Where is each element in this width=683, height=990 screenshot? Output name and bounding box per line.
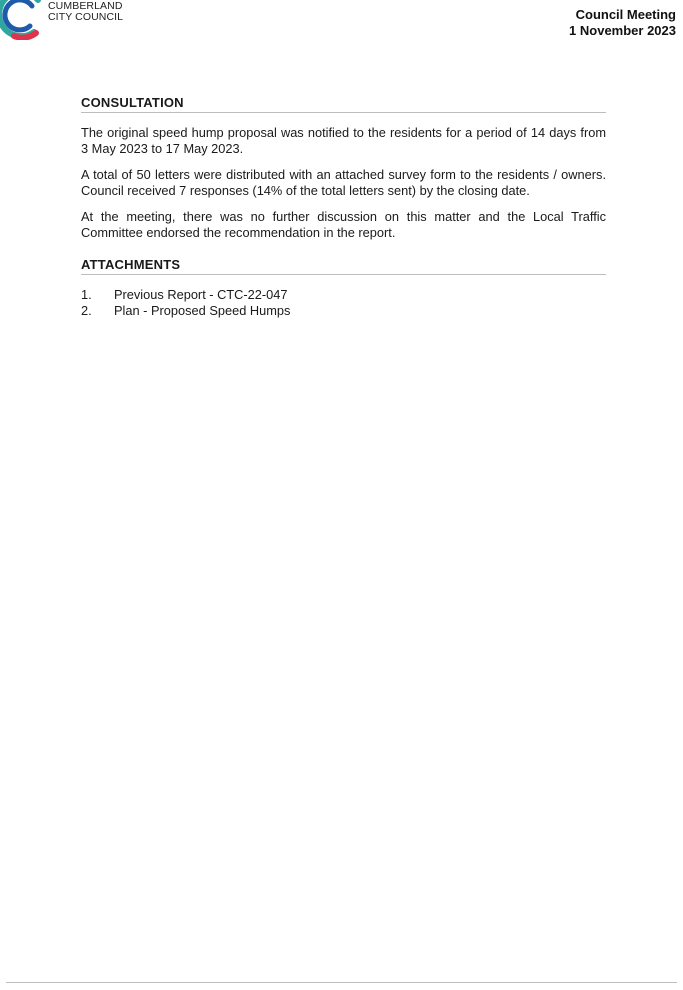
meeting-title: Council Meeting <box>575 7 676 22</box>
consultation-paragraph: A total of 50 letters were distributed with an attached survey form to the residents / owners. Council received 7 responses (14% of the total letters sent) by the closing date. <box>81 167 606 198</box>
attachments-heading: ATTACHMENTS <box>81 257 606 275</box>
list-item-number: 1. <box>81 287 92 302</box>
consultation-heading: CONSULTATION <box>81 95 606 113</box>
attachments-list <box>81 287 606 319</box>
org-name-line1: CUMBERLAND <box>48 0 123 12</box>
footer-divider <box>6 982 677 983</box>
list-item <box>81 303 606 319</box>
attachment-link[interactable]: Previous Report - CTC-22-047 <box>114 287 288 302</box>
meeting-header <box>569 7 676 39</box>
list-item <box>81 287 606 303</box>
list-item-number: 2. <box>81 303 92 318</box>
consultation-paragraph: The original speed hump proposal was notified to the residents for a period of 14 days from 3 May 2023 to 17 May 2023. <box>81 125 606 156</box>
council-logo-icon <box>0 0 46 40</box>
org-name-line2: CITY COUNCIL <box>48 11 124 23</box>
meeting-date: 1 November 2023 <box>569 23 676 38</box>
attachment-link[interactable]: Plan - Proposed Speed Humps <box>114 303 291 318</box>
document-body <box>81 95 606 319</box>
consultation-paragraph: At the meeting, there was no further discussion on this matter and the Local Traffic Committee endorsed the recommendation in the report. <box>81 209 606 240</box>
council-logo <box>0 0 130 42</box>
